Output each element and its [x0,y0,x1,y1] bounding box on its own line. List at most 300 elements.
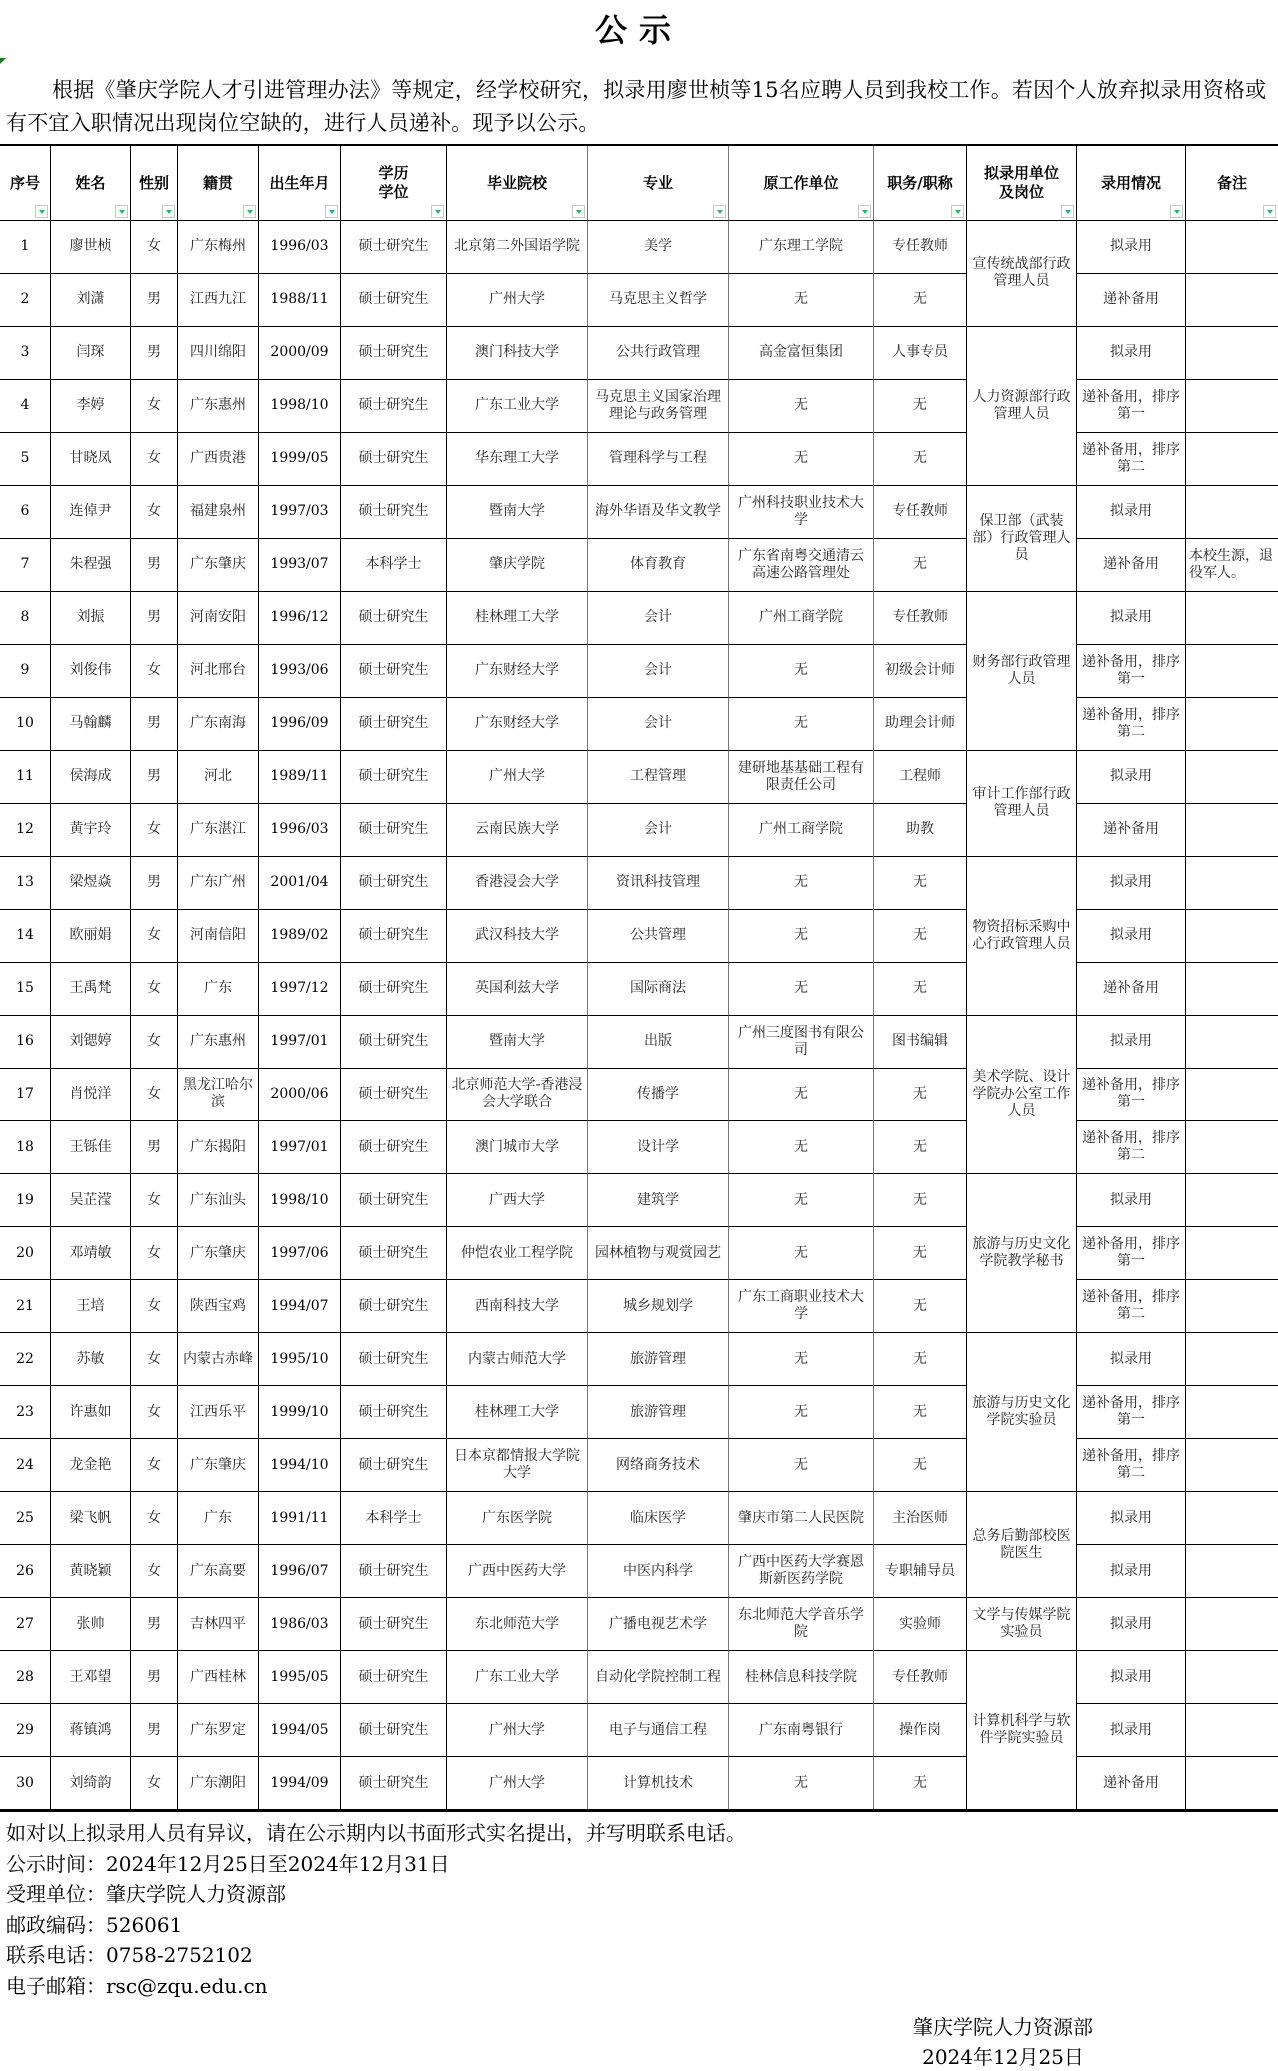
cell-birth: 1996/12 [259,592,341,645]
cell-position: 无 [874,1333,967,1386]
header-label: 出生年月 [269,173,330,192]
header-label: 序号 [9,173,40,192]
cell-gender: 女 [131,1069,178,1122]
cell-school: 仲恺农业工程学院 [447,1227,588,1280]
cell-school: 广州大学 [447,751,588,804]
header-school [447,146,588,221]
cell-school: 澳门科技大学 [447,327,588,380]
cell-degree: 硕士研究生 [341,1227,447,1280]
cell-name: 刘俊伟 [51,645,131,698]
cell-remark: 本校生源，退役军人。 [1186,539,1278,592]
cell-origin: 江西乐平 [178,1386,259,1439]
cell-birth: 1997/03 [259,486,341,539]
header-label: 性别 [138,173,169,192]
cell-origin: 陕西宝鸡 [178,1280,259,1333]
filter-dropdown-icon[interactable] [35,205,48,218]
cell-no: 22 [0,1333,51,1386]
filter-dropdown-icon[interactable] [713,205,726,218]
cell-gender: 女 [131,486,178,539]
cell-no: 4 [0,380,51,433]
header-unit [967,146,1077,221]
cell-position: 专任教师 [874,592,967,645]
cell-status: 拟录用 [1077,221,1186,274]
cell-status: 拟录用 [1077,486,1186,539]
cell-position: 初级会计师 [874,645,967,698]
cell-origin: 广东 [178,963,259,1016]
cell-prev-employer: 无 [729,433,874,486]
cell-prev-employer: 无 [729,1121,874,1174]
cell-major: 旅游管理 [588,1333,729,1386]
cell-no: 26 [0,1545,51,1598]
cell-origin: 广西贵港 [178,433,259,486]
cell-degree: 硕士研究生 [341,486,447,539]
cell-remark [1186,804,1278,857]
cell-no: 30 [0,1757,51,1810]
cell-name: 廖世桢 [51,221,131,274]
cell-remark [1186,1492,1278,1545]
filter-dropdown-icon[interactable] [1061,205,1074,218]
cell-status: 递补备用，排序第二 [1077,1439,1186,1492]
cell-origin: 广东广州 [178,857,259,910]
cell-origin: 广东肇庆 [178,1227,259,1280]
cell-major: 网络商务技术 [588,1439,729,1492]
cell-major: 园林植物与观赏园艺 [588,1227,729,1280]
cell-major: 电子与通信工程 [588,1704,729,1757]
cell-birth: 1999/10 [259,1386,341,1439]
cell-degree: 硕士研究生 [341,1016,447,1069]
cell-name: 李婷 [51,380,131,433]
cell-major: 中医内科学 [588,1545,729,1598]
cell-position: 人事专员 [874,327,967,380]
cell-remark [1186,1651,1278,1704]
cell-school: 广州大学 [447,274,588,327]
filter-dropdown-icon[interactable] [162,205,175,218]
cell-school: 广东工业大学 [447,380,588,433]
filter-dropdown-icon[interactable] [325,205,338,218]
cell-status: 递补备用，排序第二 [1077,698,1186,751]
cell-status: 拟录用 [1077,327,1186,380]
header-label: 原工作单位 [763,173,839,192]
cell-origin: 广东 [178,1492,259,1545]
cell-degree: 本科学士 [341,539,447,592]
cell-name: 连倬尹 [51,486,131,539]
cell-position: 无 [874,1757,967,1810]
cell-hiring-unit: 旅游与历史文化学院教学秘书 [967,1174,1077,1333]
cell-status: 递补备用 [1077,804,1186,857]
cell-school: 北京第二外国语学院 [447,221,588,274]
cell-origin: 内蒙古赤峰 [178,1333,259,1386]
cell-name: 侯海成 [51,751,131,804]
cell-position: 无 [874,274,967,327]
cell-position: 主治医师 [874,1492,967,1545]
cell-status: 递补备用，排序第二 [1077,1280,1186,1333]
cell-origin: 广东汕头 [178,1174,259,1227]
cell-major: 传播学 [588,1069,729,1122]
cell-remark [1186,592,1278,645]
cell-birth: 1995/05 [259,1651,341,1704]
cell-birth: 1997/01 [259,1121,341,1174]
cell-origin: 广东梅州 [178,221,259,274]
cell-status: 拟录用 [1077,592,1186,645]
cell-school: 桂林理工大学 [447,592,588,645]
cell-prev-employer: 广东省南粤交通清云高速公路管理处 [729,539,874,592]
cell-position: 专任教师 [874,486,967,539]
cell-position: 专任教师 [874,1651,967,1704]
contact-email: 电子邮箱：rsc@zqu.edu.cn [6,1974,268,1998]
cell-gender: 女 [131,1545,178,1598]
cell-gender: 女 [131,380,178,433]
cell-name: 黄宇玲 [51,804,131,857]
header-major [588,146,729,221]
cell-position: 助理会计师 [874,698,967,751]
cell-school: 广州大学 [447,1757,588,1810]
cell-degree: 硕士研究生 [341,327,447,380]
cell-degree: 硕士研究生 [341,1545,447,1598]
cell-origin: 广东肇庆 [178,539,259,592]
objection-note: 如对以上拟录用人员有异议，请在公示期内以书面形式实名提出，并写明联系电话。 [6,1821,746,1845]
cell-major: 计算机技术 [588,1757,729,1810]
header-label: 籍贯 [202,173,233,192]
cell-remark [1186,857,1278,910]
cell-major: 会计 [588,698,729,751]
cell-degree: 硕士研究生 [341,698,447,751]
cell-major: 管理科学与工程 [588,433,729,486]
filter-dropdown-icon[interactable] [572,205,585,218]
cell-degree: 硕士研究生 [341,910,447,963]
cell-position: 无 [874,857,967,910]
cell-remark [1186,221,1278,274]
cell-degree: 硕士研究生 [341,1598,447,1651]
header-birth [259,146,341,221]
header-label: 及岗位 [998,183,1044,201]
cell-gender: 男 [131,1121,178,1174]
cell-major: 临床医学 [588,1492,729,1545]
cell-remark [1186,486,1278,539]
cell-no: 17 [0,1069,51,1122]
cell-name: 甘晓凤 [51,433,131,486]
cell-no: 27 [0,1598,51,1651]
header-no [0,146,51,221]
cell-status: 递补备用，排序第二 [1077,1121,1186,1174]
cell-school: 澳门城市大学 [447,1121,588,1174]
cell-status: 拟录用 [1077,857,1186,910]
cell-remark [1186,1386,1278,1439]
cell-major: 设计学 [588,1121,729,1174]
filter-dropdown-icon[interactable] [243,205,256,218]
cell-position: 无 [874,910,967,963]
cell-prev-employer: 无 [729,1227,874,1280]
cell-major: 工程管理 [588,751,729,804]
cell-status: 拟录用 [1077,751,1186,804]
cell-birth: 1996/03 [259,804,341,857]
cell-major: 马克思主义国家治理理论与政务管理 [588,380,729,433]
cell-hiring-unit: 物资招标采购中心行政管理人员 [967,857,1077,1016]
cell-prev-employer: 建研地基基础工程有限责任公司 [729,751,874,804]
cell-name: 刘绮韵 [51,1757,131,1810]
cell-hiring-unit: 审计工作部行政管理人员 [967,751,1077,857]
cell-major: 城乡规划学 [588,1280,729,1333]
cell-name: 梁煜焱 [51,857,131,910]
cell-birth: 1994/09 [259,1757,341,1810]
cell-major: 资讯科技管理 [588,857,729,910]
cell-gender: 女 [131,1333,178,1386]
cell-gender: 女 [131,1174,178,1227]
cell-gender: 男 [131,327,178,380]
cell-origin: 广东潮阳 [178,1757,259,1810]
cell-remark [1186,1545,1278,1598]
cell-origin: 江西九江 [178,274,259,327]
cell-birth: 1998/10 [259,1174,341,1227]
cell-birth: 2000/09 [259,327,341,380]
cell-prev-employer: 桂林信息科技学院 [729,1651,874,1704]
cell-no: 9 [0,645,51,698]
cell-gender: 男 [131,539,178,592]
cell-no: 20 [0,1227,51,1280]
cell-hiring-unit: 总务后勤部校医院医生 [967,1492,1077,1598]
cell-major: 建筑学 [588,1174,729,1227]
cell-prev-employer: 广州工商学院 [729,804,874,857]
header-gender [131,146,178,221]
cell-position: 专职辅导员 [874,1545,967,1598]
filter-dropdown-icon[interactable] [115,205,128,218]
cell-gender: 女 [131,1757,178,1810]
cell-major: 体育教育 [588,539,729,592]
header-label: 录用情况 [1100,173,1161,192]
cell-major: 国际商法 [588,963,729,1016]
postcode: 邮政编码：526061 [6,1913,183,1937]
cell-major: 会计 [588,804,729,857]
cell-prev-employer: 广西中医药大学赛恩斯新医药学院 [729,1545,874,1598]
cell-gender: 女 [131,910,178,963]
cell-birth: 1991/11 [259,1492,341,1545]
cell-origin: 广东肇庆 [178,1439,259,1492]
cell-remark [1186,751,1278,804]
cell-school: 桂林理工大学 [447,1386,588,1439]
cell-major: 自动化学院控制工程 [588,1651,729,1704]
header-status [1077,146,1186,221]
header-label: 姓名 [75,173,106,192]
cell-prev-employer: 无 [729,1386,874,1439]
cell-birth: 1996/07 [259,1545,341,1598]
cell-prev-employer: 东北师范大学音乐学院 [729,1598,874,1651]
cell-degree: 硕士研究生 [341,274,447,327]
cell-no: 15 [0,963,51,1016]
cell-birth: 1997/06 [259,1227,341,1280]
cell-gender: 女 [131,645,178,698]
cell-remark [1186,1227,1278,1280]
cell-remark [1186,1069,1278,1122]
cell-school: 云南民族大学 [447,804,588,857]
cell-hiring-unit: 宣传统战部行政管理人员 [967,221,1077,327]
cell-prev-employer: 无 [729,1757,874,1810]
cell-no: 24 [0,1439,51,1492]
cell-name: 肖悦洋 [51,1069,131,1122]
cell-gender: 女 [131,804,178,857]
contact-phone: 联系电话：0758-2752102 [6,1943,253,1967]
cell-gender: 男 [131,751,178,804]
cell-origin: 吉林四平 [178,1598,259,1651]
cell-remark [1186,1704,1278,1757]
cell-prev-employer: 无 [729,274,874,327]
cell-degree: 硕士研究生 [341,751,447,804]
cell-remark [1186,380,1278,433]
cell-prev-employer: 广州三度图书有限公司 [729,1016,874,1069]
cell-birth: 1993/07 [259,539,341,592]
cell-birth: 1994/10 [259,1439,341,1492]
cell-status: 拟录用 [1077,1704,1186,1757]
cell-status: 拟录用 [1077,910,1186,963]
cell-school: 肇庆学院 [447,539,588,592]
cell-name: 蒋镇鸿 [51,1704,131,1757]
cell-degree: 硕士研究生 [341,857,447,910]
cell-gender: 女 [131,433,178,486]
cell-degree: 硕士研究生 [341,804,447,857]
cell-status: 拟录用 [1077,1598,1186,1651]
cell-birth: 1997/01 [259,1016,341,1069]
cell-no: 16 [0,1016,51,1069]
cell-degree: 硕士研究生 [341,1651,447,1704]
cell-prev-employer: 无 [729,910,874,963]
cell-school: 北京师范大学-香港浸会大学联合 [447,1069,588,1122]
cell-birth: 1988/11 [259,274,341,327]
cell-degree: 硕士研究生 [341,1280,447,1333]
header-position [874,146,967,221]
cell-degree: 硕士研究生 [341,1439,447,1492]
cell-hiring-unit: 旅游与历史文化学院实验员 [967,1333,1077,1492]
cell-origin: 河南信阳 [178,910,259,963]
header-origin [178,146,259,221]
cell-position: 实验师 [874,1598,967,1651]
cell-name: 许惠如 [51,1386,131,1439]
signature-date: 2024年12月25日 [922,2045,1084,2069]
cell-major: 美学 [588,221,729,274]
filter-dropdown-icon[interactable] [858,205,871,218]
cell-degree: 本科学士 [341,1492,447,1545]
cell-no: 21 [0,1280,51,1333]
cell-birth: 1996/09 [259,698,341,751]
cell-remark [1186,910,1278,963]
cell-school: 广西大学 [447,1174,588,1227]
cell-major: 出版 [588,1016,729,1069]
cell-name: 苏敏 [51,1333,131,1386]
cell-remark [1186,645,1278,698]
cell-gender: 女 [131,1227,178,1280]
cell-school: 广东财经大学 [447,698,588,751]
cell-position: 无 [874,380,967,433]
cell-major: 马克思主义哲学 [588,274,729,327]
cell-status: 拟录用 [1077,1016,1186,1069]
cell-remark [1186,327,1278,380]
filter-dropdown-icon[interactable] [1170,205,1183,218]
cell-prev-employer: 无 [729,645,874,698]
cell-name: 马翰麟 [51,698,131,751]
cell-no: 12 [0,804,51,857]
cell-birth: 2000/06 [259,1069,341,1122]
cell-major: 海外华语及华文教学 [588,486,729,539]
cell-birth: 1995/10 [259,1333,341,1386]
filter-dropdown-icon[interactable] [951,205,964,218]
cell-school: 广州大学 [447,1704,588,1757]
filter-dropdown-icon[interactable] [431,205,444,218]
cell-prev-employer: 广东理工学院 [729,221,874,274]
header-remark [1186,146,1278,221]
cell-prev-employer: 高金富恒集团 [729,327,874,380]
cell-position: 专任教师 [874,221,967,274]
cell-gender: 女 [131,1016,178,1069]
cell-birth: 1998/10 [259,380,341,433]
cell-gender: 女 [131,1492,178,1545]
header-label: 毕业院校 [486,173,547,192]
cell-origin: 河北邢台 [178,645,259,698]
cell-no: 28 [0,1651,51,1704]
cell-remark [1186,963,1278,1016]
cell-prev-employer: 无 [729,963,874,1016]
cell-origin: 广东惠州 [178,1016,259,1069]
cell-birth: 1996/03 [259,221,341,274]
cell-no: 19 [0,1174,51,1227]
cell-position: 无 [874,1227,967,1280]
cell-school: 内蒙古师范大学 [447,1333,588,1386]
cell-prev-employer: 无 [729,1069,874,1122]
cell-no: 6 [0,486,51,539]
cell-birth: 1989/11 [259,751,341,804]
filter-dropdown-icon[interactable] [1263,205,1276,218]
page-title: 公示 [594,11,683,49]
cell-degree: 硕士研究生 [341,1333,447,1386]
cell-remark [1186,1439,1278,1492]
cell-no: 18 [0,1121,51,1174]
cell-prev-employer: 肇庆市第二人民医院 [729,1492,874,1545]
cell-degree: 硕士研究生 [341,1069,447,1122]
cell-name: 刘潇 [51,274,131,327]
cell-hiring-unit: 计算机科学与软件学院实验员 [967,1651,1077,1810]
cell-gender: 女 [131,1280,178,1333]
cell-prev-employer: 广州工商学院 [729,592,874,645]
cell-gender: 男 [131,857,178,910]
cell-status: 递补备用，排序第一 [1077,1069,1186,1122]
cell-status: 拟录用 [1077,1545,1186,1598]
cell-school: 广东财经大学 [447,645,588,698]
cell-status: 递补备用 [1077,274,1186,327]
cell-status: 递补备用 [1077,963,1186,1016]
cell-origin: 广东罗定 [178,1704,259,1757]
cell-gender: 女 [131,1439,178,1492]
cell-name: 黄晓颖 [51,1545,131,1598]
header-label: 职务/职称 [887,173,953,192]
cell-prev-employer: 广东南粤银行 [729,1704,874,1757]
cell-degree: 硕士研究生 [341,645,447,698]
cell-name: 王铄佳 [51,1121,131,1174]
cell-prev-employer: 无 [729,1174,874,1227]
cell-status: 拟录用 [1077,1651,1186,1704]
cell-degree: 硕士研究生 [341,1121,447,1174]
cell-school: 华东理工大学 [447,433,588,486]
header-label: 学位 [378,183,409,201]
cell-name: 王禹梵 [51,963,131,1016]
cell-school: 日本京都情报大学院大学 [447,1439,588,1492]
cell-remark [1186,1598,1278,1651]
cell-status: 拟录用 [1077,1492,1186,1545]
cell-major: 公共行政管理 [588,327,729,380]
cell-gender: 女 [131,221,178,274]
publicity-period: 公示时间：2024年12月25日至2024年12月31日 [6,1852,450,1876]
cell-degree: 硕士研究生 [341,1174,447,1227]
cell-birth: 1999/05 [259,433,341,486]
cell-origin: 广东南海 [178,698,259,751]
candidate-table [0,144,1278,1812]
cell-remark [1186,1757,1278,1810]
cell-remark [1186,1280,1278,1333]
